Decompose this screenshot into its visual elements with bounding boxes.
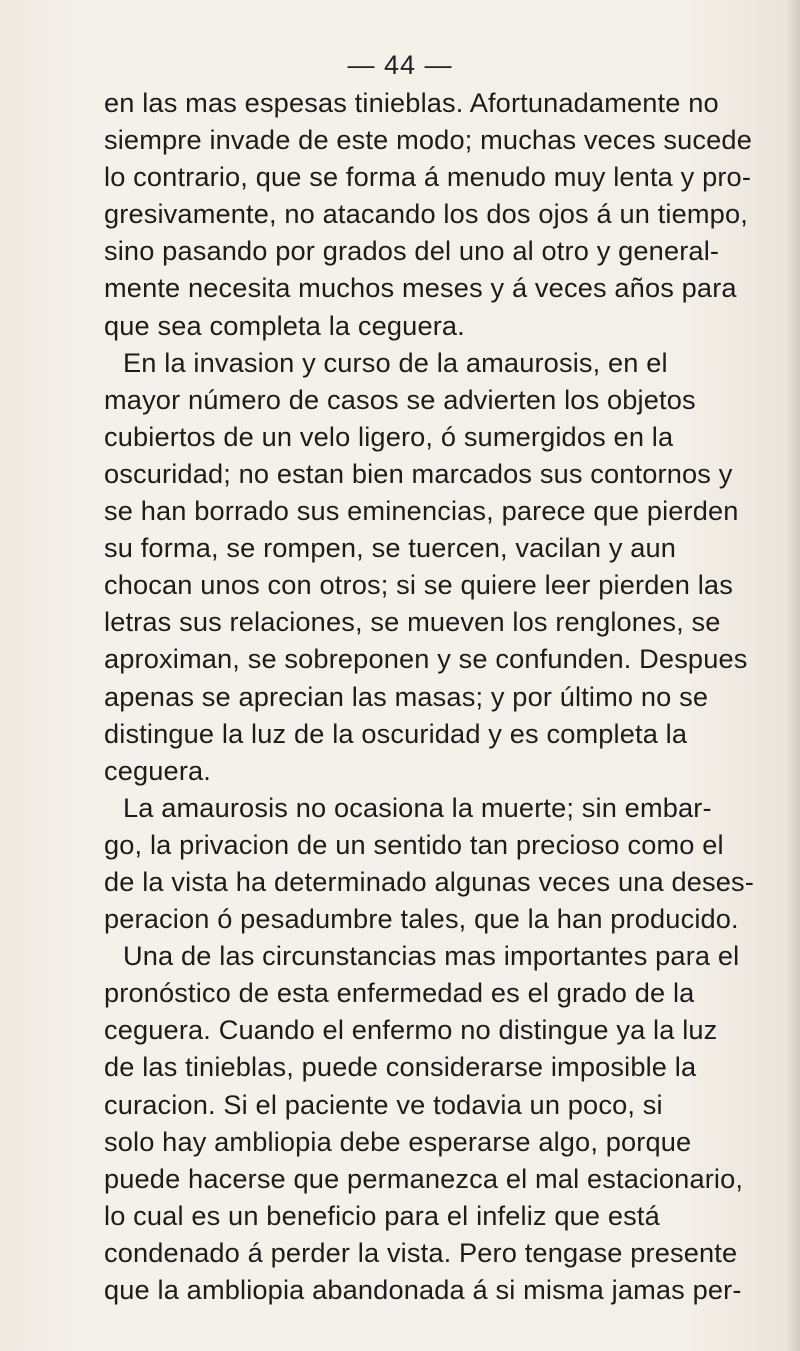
text-line: su forma, se rompen, se tuercen, vacilan y aun [104, 532, 677, 564]
text-line: aproximan, se sobreponen y se confunden. Despues [104, 643, 748, 675]
text-line: lo contrario, que se forma á menudo muy lenta y pro- [104, 161, 752, 193]
text-line: curacion. Si el paciente ve todavia un poco, si [104, 1088, 663, 1120]
text-line: sino pasando por grados del uno al otro y general- [104, 235, 720, 267]
text-line: de las tinieblas, puede considerarse imposible la [104, 1051, 697, 1083]
text-line: mayor número de casos se advierten los objetos [104, 383, 696, 415]
page-number: — 44 — [347, 50, 453, 80]
text-line: oscuridad; no estan bien marcados sus contornos y [104, 457, 733, 489]
text-line: siempre invade de este modo; muchas veces sucede [104, 124, 752, 156]
text-line: que sea completa la ceguera. [104, 309, 465, 341]
text-line: solo hay ambliopia debe esperarse algo, porque [104, 1125, 692, 1157]
text-line: En la invasion y curso de la amaurosis, en el [123, 346, 668, 378]
text-line: chocan unos con otros; si se quiere leer pierden las [104, 569, 733, 601]
body-text [104, 84, 794, 1308]
text-line: condenado á perder la vista. Pero tengase presente [104, 1236, 738, 1268]
text-line: de la vista ha determinado algunas veces una deses- [104, 865, 754, 897]
text-line: pronóstico de esta enfermedad es el grado de la [104, 977, 695, 1009]
text-line: ceguera. Cuando el enfermo no distingue ya la luz [104, 1014, 718, 1046]
text-line: go, la privacion de un sentido tan precioso como el [104, 828, 724, 860]
text-line: en las mas espesas tinieblas. Afortunadamente no [104, 87, 719, 118]
text-line: gresivamente, no atacando los dos ojos á un tiempo, [104, 198, 748, 230]
text-line: se han borrado sus eminencias, parece que pierden [104, 495, 739, 527]
text-line: apenas se aprecian las masas; y por último no se [104, 680, 709, 712]
text-line: La amaurosis no ocasiona la muerte; sin embar- [123, 791, 712, 823]
text-line: puede hacerse que permanezca el mal estacionario, [104, 1162, 744, 1194]
text-line: letras sus relaciones, se mueven los renglones, se [104, 606, 721, 638]
text-line: cubiertos de un velo ligero, ó sumergidos en la [104, 420, 674, 452]
text-line: distingue la luz de la oscuridad y es completa la [104, 717, 688, 749]
text-line: lo cual es un beneficio para el infeliz que está [104, 1199, 660, 1231]
text-line: Una de las circunstancias mas importantes para el [123, 940, 740, 972]
text-line: ceguera. [104, 754, 212, 786]
text-line: mente necesita muchos meses y á veces años para [104, 272, 737, 304]
text-line: que la ambliopia abandonada á si misma jamas per- [104, 1274, 742, 1305]
text-line: peracion ó pesadumbre tales, que la han producido. [104, 903, 739, 935]
